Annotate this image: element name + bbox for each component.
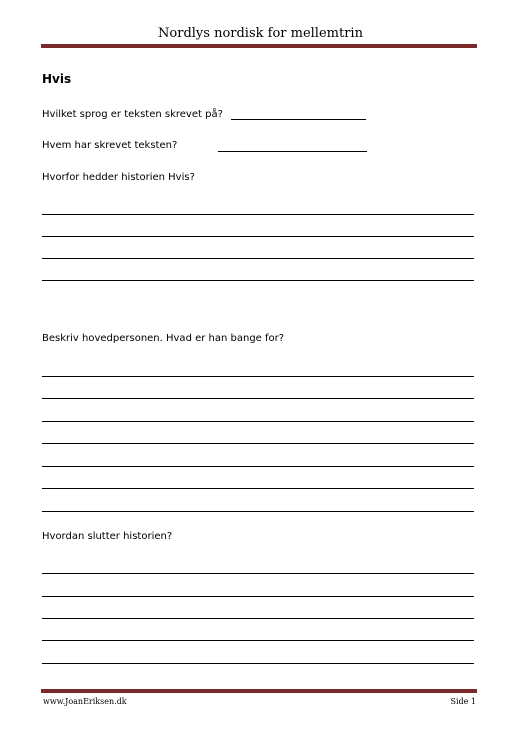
answer-blank-language[interactable] [231,119,366,120]
answer-line[interactable] [42,376,474,377]
answer-blank-author[interactable] [218,151,367,152]
header-title: Nordlys nordisk for mellemtrin [158,26,363,41]
answer-line[interactable] [42,511,474,512]
answer-line[interactable] [42,421,474,422]
answer-line[interactable] [42,398,474,399]
answer-line[interactable] [42,258,474,259]
answer-line[interactable] [42,236,474,237]
answer-line[interactable] [42,488,474,489]
answer-line[interactable] [42,663,474,664]
question-language: Hvilket sprog er teksten skrevet på? [42,109,223,120]
answer-line[interactable] [42,596,474,597]
header-rule [41,44,477,48]
answer-line[interactable] [42,573,474,574]
question-title-meaning: Hvorfor hedder historien Hvis? [42,172,195,183]
answer-line[interactable] [42,443,474,444]
question-ending: Hvordan slutter historien? [42,531,173,542]
footer-rule [41,689,477,693]
answer-line[interactable] [42,280,474,281]
footer-page-number: Side 1 [450,697,476,706]
footer-website: www.JoanEriksen.dk [43,697,127,706]
answer-line[interactable] [42,214,474,215]
question-author: Hvem har skrevet teksten? [42,140,178,151]
answer-line[interactable] [42,466,474,467]
answer-line[interactable] [42,640,474,641]
answer-line[interactable] [42,618,474,619]
question-main-character: Beskriv hovedpersonen. Hvad er han bange for? [42,333,285,344]
section-heading: Hvis [42,72,72,86]
